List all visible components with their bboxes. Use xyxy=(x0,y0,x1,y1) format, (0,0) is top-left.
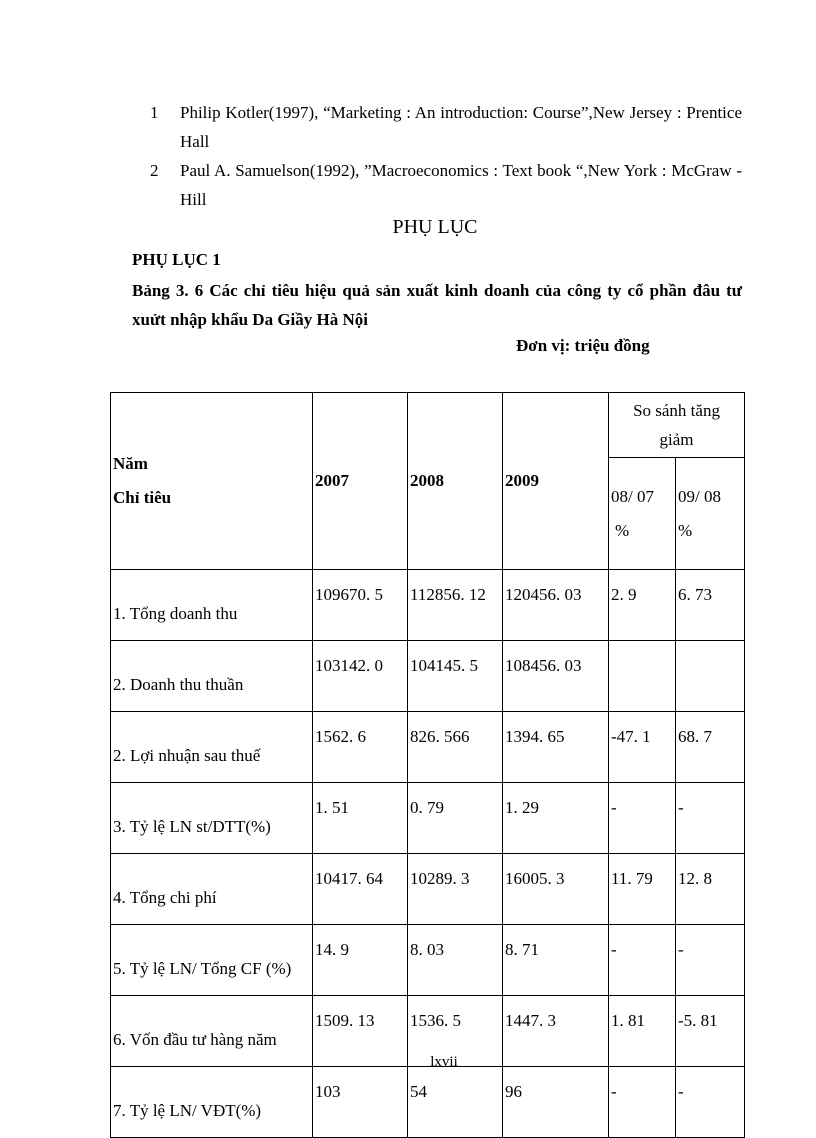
cell-2008: 54 xyxy=(408,1067,503,1138)
cell-compare-0908: - xyxy=(676,925,745,996)
cell-2007: 1509. 13 xyxy=(313,996,408,1067)
cell-2009: 120456. 03 xyxy=(503,570,609,641)
cell-compare-0908: - xyxy=(676,1067,745,1138)
reference-text: Paul A. Samuelson(1992), ”Macroeconomics : Text book “,New York : McGraw - Hill xyxy=(180,161,742,209)
cell-2007: 103 xyxy=(313,1067,408,1138)
cell-compare-0807: -47. 1 xyxy=(609,712,676,783)
row-label: 5. Tỷ lệ LN/ Tổng CF (%) xyxy=(111,925,313,996)
reference-number: 2 xyxy=(150,161,159,180)
cell-2009: 96 xyxy=(503,1067,609,1138)
row-label: 3. Tỷ lệ LN st/DTT(%) xyxy=(111,783,313,854)
compare-unit: % xyxy=(678,520,693,540)
table-row xyxy=(111,570,745,641)
row-label: 1. Tổng doanh thu xyxy=(111,570,313,641)
table-row xyxy=(111,1067,745,1138)
reference-text: Philip Kotler(1997), “Marketing : An introduction: Course”,New Jersey : Prentice Hall xyxy=(180,103,742,151)
table-caption: Bảng 3. 6 Các chỉ tiêu hiệu quả sản xuất kinh doanh của công ty cổ phần đâu tư xuửt nhập khẩu Da Giầy Hà Nội xyxy=(132,281,742,329)
cell-2008: 8. 03 xyxy=(408,925,503,996)
table-row xyxy=(111,783,745,854)
header-year-indicator xyxy=(111,393,313,570)
cell-compare-0807: - xyxy=(609,1067,676,1138)
cell-2009: 108456. 03 xyxy=(503,641,609,712)
table-row xyxy=(111,854,745,925)
cell-compare-0908: 68. 7 xyxy=(676,712,745,783)
row-label: 2. Lợi nhuận sau thuế xyxy=(111,712,313,783)
cell-2008: 112856. 12 xyxy=(408,570,503,641)
row-label: 2. Doanh thu thuần xyxy=(111,641,313,712)
header-year-2009: 2009 xyxy=(503,393,609,570)
cell-2007: 1562. 6 xyxy=(313,712,408,783)
reference-item xyxy=(150,98,742,156)
cell-compare-0807: 1. 81 xyxy=(609,996,676,1067)
cell-2008: 826. 566 xyxy=(408,712,503,783)
cell-2007: 109670. 5 xyxy=(313,570,408,641)
cell-2007: 103142. 0 xyxy=(313,641,408,712)
cell-2008: 10289. 3 xyxy=(408,854,503,925)
cell-compare-0908: -5. 81 xyxy=(676,996,745,1067)
table-row xyxy=(111,641,745,712)
header-year-2008: 2008 xyxy=(408,393,503,570)
cell-compare-0807: - xyxy=(609,783,676,854)
compare-period: 08/ 07 xyxy=(611,486,654,506)
cell-2009: 1394. 65 xyxy=(503,712,609,783)
appendix-title: PHỤ LỤC xyxy=(392,216,478,238)
header-year-label: Năm xyxy=(113,454,148,473)
header-compare-0807 xyxy=(609,458,676,570)
compare-unit: % xyxy=(615,520,630,540)
cell-compare-0807: 11. 79 xyxy=(609,854,676,925)
header-year-2007: 2007 xyxy=(313,393,408,570)
appendix-subtitle: PHỤ LỤC 1 xyxy=(132,250,221,269)
reference-item xyxy=(150,156,742,214)
cell-2008: 0. 79 xyxy=(408,783,503,854)
cell-compare-0807 xyxy=(609,641,676,712)
reference-list xyxy=(150,98,742,214)
indicators-table xyxy=(110,392,745,1138)
table-header-row xyxy=(111,393,745,458)
cell-compare-0807: - xyxy=(609,925,676,996)
cell-2009: 8. 71 xyxy=(503,925,609,996)
reference-number: 1 xyxy=(150,103,159,122)
table-row xyxy=(111,712,745,783)
cell-2009: 16005. 3 xyxy=(503,854,609,925)
cell-2009: 1. 29 xyxy=(503,783,609,854)
header-compare-0908 xyxy=(676,458,745,570)
cell-2008: 104145. 5 xyxy=(408,641,503,712)
cell-compare-0908 xyxy=(676,641,745,712)
cell-2007: 1. 51 xyxy=(313,783,408,854)
cell-compare-0908: - xyxy=(676,783,745,854)
cell-2008: 1536. 5 xyxy=(408,996,503,1067)
cell-2007: 10417. 64 xyxy=(313,854,408,925)
table-row xyxy=(111,925,745,996)
row-label: 4. Tổng chi phí xyxy=(111,854,313,925)
row-label: 7. Tỷ lệ LN/ VĐT(%) xyxy=(111,1067,313,1138)
header-indicator-label: Chỉ tiêu xyxy=(113,488,172,507)
compare-period: 09/ 08 xyxy=(678,486,721,506)
cell-2007: 14. 9 xyxy=(313,925,408,996)
page-number: lxvii xyxy=(430,1054,458,1070)
cell-compare-0908: 6. 73 xyxy=(676,570,745,641)
cell-compare-0807: 2. 9 xyxy=(609,570,676,641)
cell-2009: 1447. 3 xyxy=(503,996,609,1067)
row-label: 6. Vốn đầu tư hàng năm xyxy=(111,996,313,1067)
unit-label: Đơn vị: triệu đồng xyxy=(516,336,650,355)
header-compare: So sánh tăng giảm xyxy=(609,393,745,458)
cell-compare-0908: 12. 8 xyxy=(676,854,745,925)
